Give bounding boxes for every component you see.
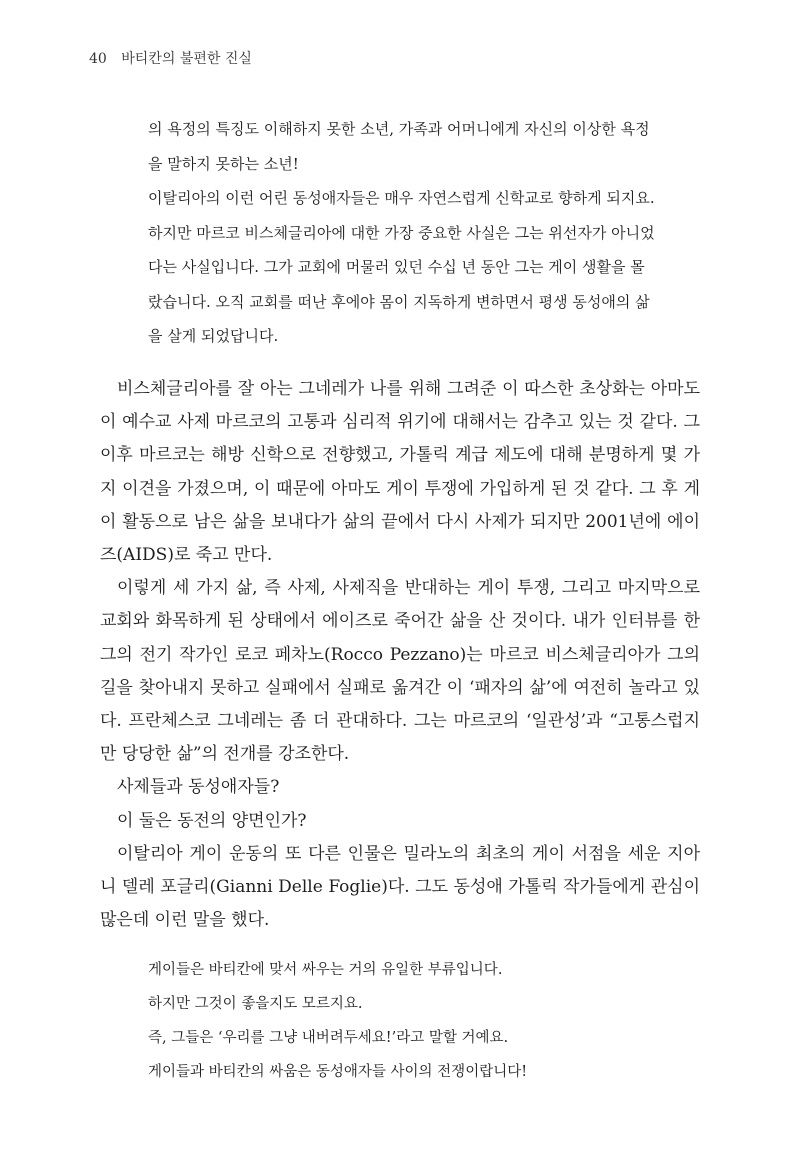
block-quote-top xyxy=(148,112,708,354)
paragraph: 비스체글리아를 잘 아는 그네레가 나를 위해 그려준 이 따스한 초상화는 아마도 이 예수교 사제 마르코의 고통과 심리적 위기에 대해서는 감추고 있는 것 같다. 그 이후 마르코는 해방 신학으로 전향했고, 가톨릭 계급 제도에 대해 분명하게 몇 가지 이견을 가졌으며, 이 때문에 아마도 게이 투쟁에 가입하게 된 것 같다. 그 후 게이 활동으로 남은 삶을 보내다가 삶의 끝에서 다시 사제가 되지만 2001년에 에이즈(AIDS)로 죽고 만다. xyxy=(100,379,700,566)
quote-line: 을 살게 되었답니다. xyxy=(148,327,279,345)
paragraph: 이렇게 세 가지 삶, 즉 사제, 사제직을 반대하는 게이 투쟁, 그리고 마지막으로 교회와 화목하게 된 상태에서 에이즈로 죽어간 삶을 산 것이다. 내가 인터뷰를 한 그의 전기 작가인 로코 페차노(Rocco Pezzano)는 마르코 비스체글리아가 그의 길을 찾아내지 못하고 실패에서 실패로 옮겨간 이 ‘패자의 삶’에 여전히 놀라고 있다. 프란체스코 그네레는 좀 더 관대하다. 그는 마르코의 ‘일관성’과 “고통스럽지만 당당한 삶”의 전개를 강조한다. xyxy=(100,578,700,765)
quote-line: 즉, 그들은 ‘우리를 그냥 내버려두세요!’라고 말할 거예요. xyxy=(148,1030,509,1046)
quote-line: 하지만 그것이 좋을지도 모르지요. xyxy=(148,996,363,1012)
paragraph: 사제들과 동성애자들? xyxy=(117,777,280,798)
paragraph: 이탈리아 게이 운동의 또 다른 인물은 밀라노의 최초의 게이 서점을 세운 지아니 델레 포글리(Gianni Delle Foglie)다. 그도 동성애 가톨릭 작가들에게 관심이 많은데 이런 말을 했다. xyxy=(100,843,700,931)
page-number: 40 xyxy=(89,51,107,67)
quote-line: 이탈리아의 이런 어린 동성애자들은 매우 자연스럽게 신학교로 향하게 되지요. xyxy=(148,189,655,207)
quote-line: 다는 사실입니다. 그가 교회에 머물러 있던 수십 년 동안 그는 게이 생활을 몰 xyxy=(148,258,645,276)
quote-line: 을 말하지 못하는 소년! xyxy=(148,154,299,173)
quote-line: 하지만 마르코 비스체글리아에 대한 가장 중요한 사실은 그는 위선자가 아니었 xyxy=(148,223,655,242)
quote-line: 게이들은 바티칸에 맞서 싸우는 거의 유일한 부류입니다. xyxy=(148,962,503,978)
block-quote-bottom xyxy=(148,953,708,1089)
running-header xyxy=(89,48,252,68)
paragraph: 이 둘은 동전의 양면인가? xyxy=(117,810,307,831)
body-text xyxy=(100,373,700,937)
quote-line: 게이들과 바티칸의 싸움은 동성애자들 사이의 전쟁이랍니다! xyxy=(148,1064,528,1080)
book-title: 바티칸의 불편한 진실 xyxy=(121,51,252,67)
quote-line: 의 욕정의 특징도 이해하지 못한 소년, 가족과 어머니에게 자신의 이상한 욕정 xyxy=(148,120,650,138)
quote-line: 랐습니다. 오직 교회를 떠난 후에야 몸이 지독하게 변하면서 평생 동성애의 삶 xyxy=(148,292,650,311)
